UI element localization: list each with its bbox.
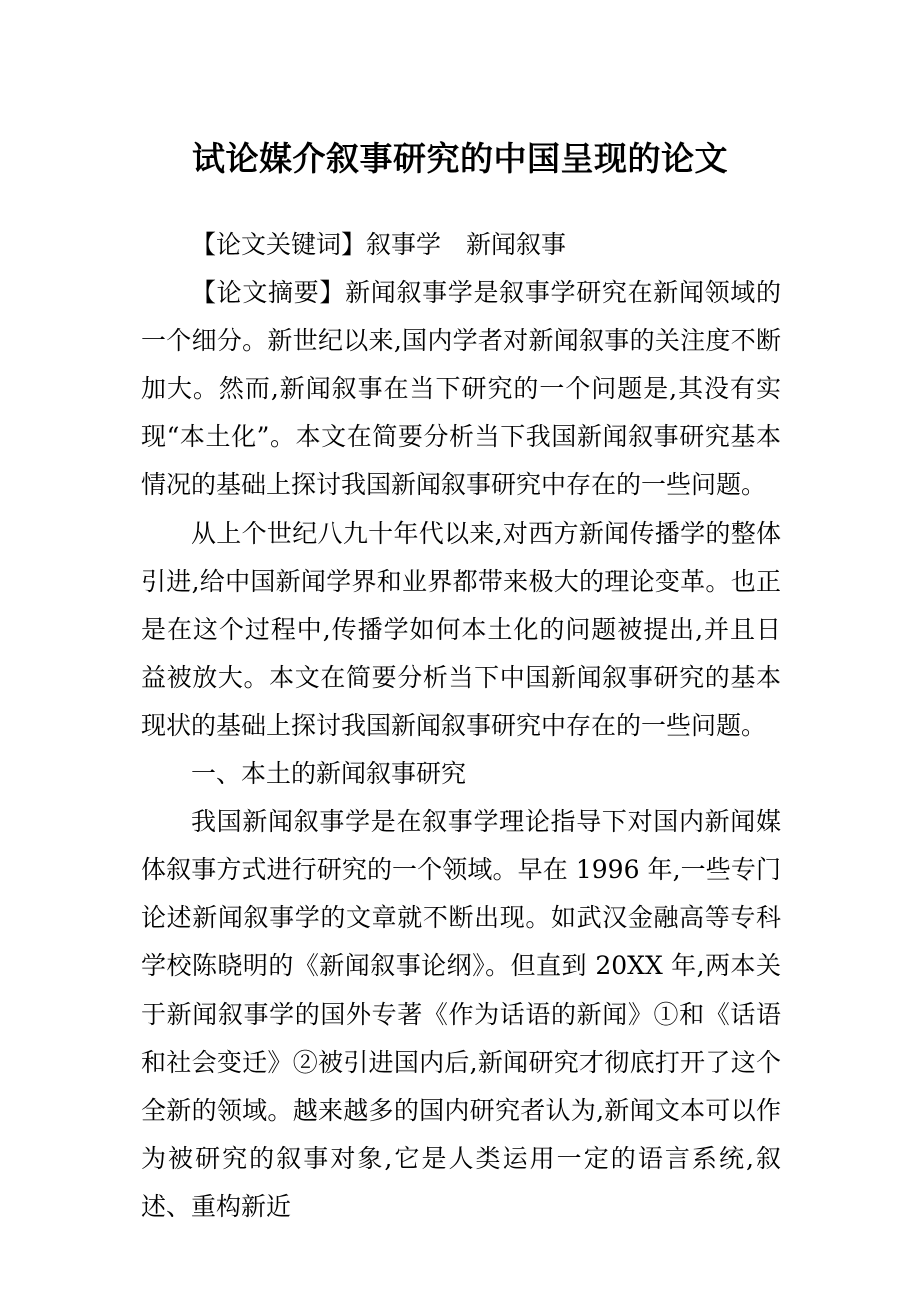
section-heading: 一、本土的新闻叙事研究: [191, 759, 467, 789]
abstract-paragraph: 【论文摘要】新闻叙事学是叙事学研究在新闻领域的一个细分。新世纪以来,国内学者对新闻叙事的关注度不断加大。然而,新闻叙事在当下研究的一个问题是,其没有实现“本土化”。本文在简要分析当下我国新闻叙事研究基本情况的基础上探讨我国新闻叙事研究中存在的一些问题。: [141, 278, 781, 500]
section-paragraph: 我国新闻叙事学是在叙事学理论指导下对国内新闻媒体叙事方式进行研究的一个领域。早在 1996 年,一些专门论述新闻叙事学的文章就不断出现。如武汉金融高等专科学校陈晓明的《新闻叙事论纲》。但直到 20XX 年,两本关于新闻叙事学的国外专著《作为话语的新闻》①和《话语和社会变迁》②被引进国内后,新闻研究才彻底打开了这个全新的领域。越来越多的国内研究者认为,新闻文本可以作为被研究的叙事对象,它是人类运用一定的语言系统,叙述、重构新近: [141, 807, 781, 1221]
document-title: 试论媒介叙事研究的中国呈现的论文: [192, 139, 728, 179]
intro-paragraph: 从上个世纪八九十年代以来,对西方新闻传播学的整体引进,给中国新闻学界和业界都带来极大的理论变革。也正是在这个过程中,传播学如何本土化的问题被提出,并且日益被放大。本文在简要分析当下中国新闻叙事研究的基本现状的基础上探讨我国新闻叙事研究中存在的一些问题。: [141, 518, 781, 740]
document-body: [141, 221, 781, 1231]
keywords-paragraph: 【论文关键词】叙事学 新闻叙事: [191, 230, 567, 259]
